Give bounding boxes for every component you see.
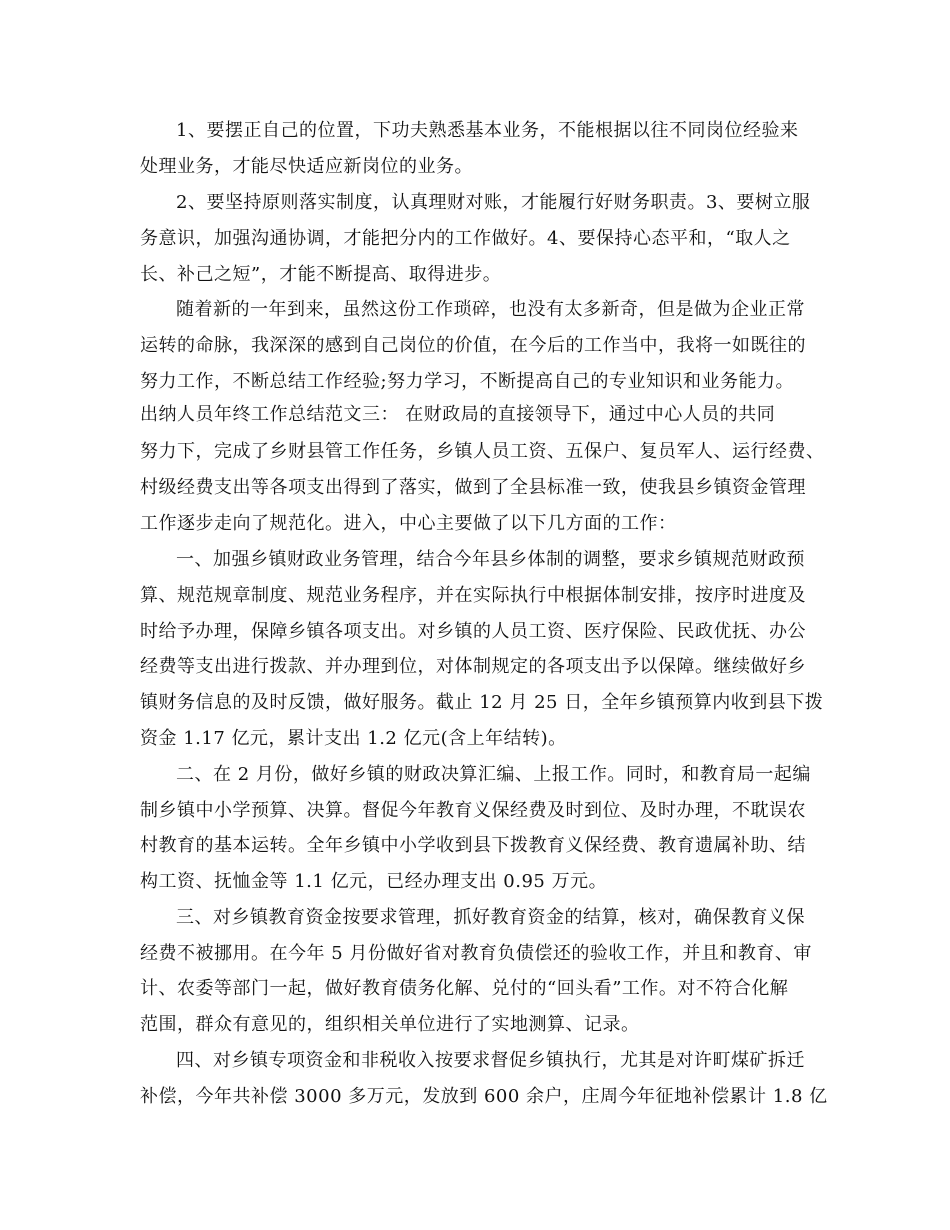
text-line: 计、农委等部门一起，做好教育债务化解、兑付的“回头看”工作。对不符合化解	[140, 978, 789, 999]
text-line: 四、对乡镇专项资金和非税收入按要求督促乡镇执行，尤其是对许町煤矿拆迁	[176, 1050, 805, 1071]
text-line: 长、补己之短”，才能不断提高、取得进步。	[140, 264, 502, 285]
text-line: 村教育的基本运转。全年乡镇中小学收到县下拨教育义保经费、教育遗属补助、结	[140, 835, 806, 856]
text-line: 务意识，加强沟通协调，才能把分内的工作做好。4、要保持心态平和，“取人之	[140, 228, 791, 249]
text-line: 三、对乡镇教育资金按要求管理，抓好教育资金的结算，核对，确保教育义保	[176, 907, 805, 928]
text-line: 随着新的一年到来，虽然这份工作琐碎，也没有太多新奇，但是做为企业正常	[176, 299, 805, 320]
text-line: 范围，群众有意见的，组织相关单位进行了实地测算、记录。	[140, 1014, 640, 1035]
text-line: 算、规范规章制度、规范业务程序，并在实际执行中根据体制安排，按序时进度及	[140, 585, 806, 606]
text-line: 2、要坚持原则落实制度，认真理财对账，才能履行好财务职责。3、要树立服	[176, 192, 811, 213]
text-line: 处理业务，才能尽快适应新岗位的业务。	[140, 156, 473, 177]
text-line: 工作逐步走向了规范化。进入，中心主要做了以下几方面的工作：	[140, 513, 677, 534]
text-line: 努力工作，不断总结工作经验;努力学习，不断提高自己的专业知识和业务能力。	[140, 371, 795, 392]
text-line: 镇财务信息的及时反馈，做好服务。截止 12 月 25 日，全年乡镇预算内收到县下拨	[140, 692, 824, 713]
text-line: 努力下，完成了乡财县管工作任务，乡镇人员工资、五保户、复员军人、运行经费、	[140, 441, 825, 462]
text-line: 出纳人员年终工作总结范文三： 在财政局的直接领导下，通过中心人员的共同	[140, 404, 776, 425]
text-line: 一、加强乡镇财政业务管理，结合今年县乡体制的调整，要求乡镇规范财政预	[176, 549, 805, 570]
text-line: 资金 1.17 亿元，累计支出 1.2 亿元(含上年结转)。	[140, 728, 567, 749]
text-line: 运转的命脉，我深深的感到自己岗位的价值，在今后的工作当中，我将一如既往的	[140, 335, 806, 356]
text-line: 补偿，今年共补偿 3000 多万元，发放到 600 余户，庄周今年征地补偿累计 1.8 亿	[140, 1086, 828, 1107]
text-line: 经费等支出进行拨款、并办理到位，对体制规定的各项支出予以保障。继续做好乡	[140, 656, 806, 677]
text-line: 时给予办理，保障乡镇各项支出。对乡镇的人员工资、医疗保险、民政优抚、办公	[140, 621, 806, 642]
text-line: 1、要摆正自己的位置，下功夫熟悉基本业务，不能根据以往不同岗位经验来	[176, 120, 799, 141]
text-line: 经费不被挪用。在今年 5 月份做好省对教育负债偿还的验收工作，并且和教育、审	[140, 943, 812, 964]
text-line: 二、在 2 月份，做好乡镇的财政决算汇编、上报工作。同时，和教育局一起编	[176, 764, 811, 785]
text-line: 制乡镇中小学预算、决算。督促今年教育义保经费及时到位、及时办理，不耽误农	[140, 800, 806, 821]
text-line: 村级经费支出等各项支出得到了落实，做到了全县标准一致，使我县乡镇资金管理	[140, 477, 806, 498]
text-line: 构工资、抚恤金等 1.1 亿元，已经办理支出 0.95 万元。	[140, 871, 608, 892]
